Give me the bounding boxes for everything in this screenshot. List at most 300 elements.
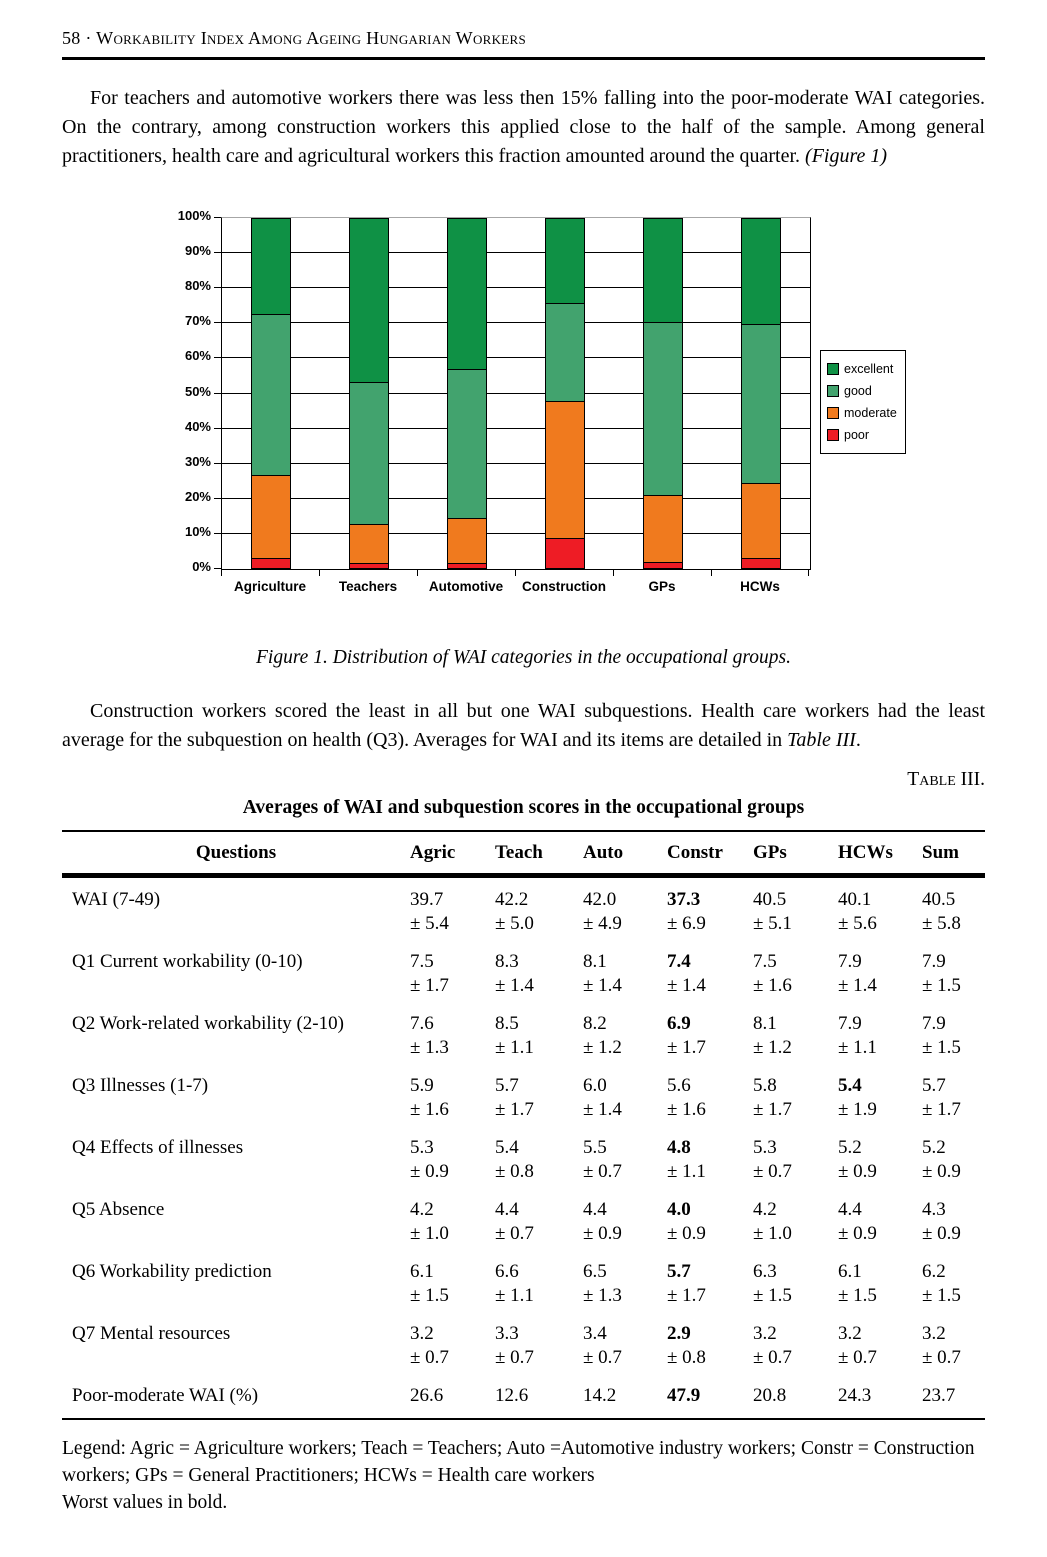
sd-value: ± 4.9 [583,913,622,934]
chart-segment-good [448,369,486,518]
value: 4.8 [667,1137,691,1158]
value-cell [583,878,667,940]
y-tick-mark [214,393,221,394]
y-tick-mark [214,463,221,464]
value-cell [495,940,583,1002]
sd-value: ± 1.6 [753,975,792,996]
chart-bar-gps [643,218,683,569]
legend-entry-excellent [827,358,899,380]
y-tick-mark [214,568,221,569]
table-header-row [62,832,985,878]
sd-value: ± 0.7 [495,1223,534,1244]
value-cell [667,1374,753,1412]
value: 40.5 [922,889,956,910]
col-header-hcws: HCWs [838,842,893,863]
col-header-questions: Questions [195,842,277,863]
gridline-70 [222,322,810,323]
chart-segment-poor [742,558,780,568]
value: 7.4 [667,951,691,972]
gridline-80 [222,287,810,288]
value: 5.6 [667,1075,691,1096]
value: 5.3 [410,1137,434,1158]
value-cell [753,1312,838,1374]
col-header-gps: GPs [753,842,787,863]
legend-swatch-good [827,385,839,397]
y-axis-label: 20% [184,488,211,504]
chart-segment-moderate [742,483,780,558]
value: 5.9 [410,1075,434,1096]
x-tick-mark [221,569,222,576]
value-cell [753,940,838,1002]
value: 5.7 [922,1075,946,1096]
col-header-auto: Auto [583,842,624,863]
value-cell [410,878,495,940]
sd-value: ± 1.6 [667,1099,706,1120]
value: 5.7 [667,1261,691,1282]
value: 2.9 [667,1323,691,1344]
value-cell [838,1374,922,1412]
sd-value: ± 1.4 [495,975,534,996]
chart-segment-good [350,382,388,524]
sd-value: ± 5.6 [838,913,877,934]
legend-swatch-poor [827,429,839,441]
y-axis-label: 10% [184,523,211,539]
body-text: Construction workers scored the least in all but one WAI subquestions. Health care workers had the least average for the subquestion on health (Q3). Averages for WAI and its items are detailed in [62,700,985,751]
sd-value: ± 0.9 [838,1161,877,1182]
x-tick-mark [515,569,516,576]
value: 7.9 [922,1013,946,1034]
sd-value: ± 1.0 [410,1223,449,1244]
y-axis-label: 100% [177,208,211,223]
value: 7.9 [922,951,946,972]
value: 3.4 [583,1323,607,1344]
value-cell [410,1374,495,1412]
value: 5.5 [583,1137,607,1158]
value: 42.2 [495,889,529,910]
category-label-agriculture: Agriculture [233,579,306,594]
value-cell [753,1126,838,1188]
legend-swatch-moderate [827,407,839,419]
chart-segment-moderate [546,401,584,538]
table-row [62,1188,985,1250]
y-tick-mark [214,533,221,534]
footnote-legend: Legend: Agric = Agriculture workers; Teach = Teachers; Auto =Automotive industry workers; Constr = Construction workers; GPs = General Practitioners; HCWs = Health care workers [62,1438,975,1486]
value-cell [753,878,838,940]
x-tick-mark [711,569,712,576]
sd-value: ± 1.1 [495,1285,534,1306]
table-label: Table III. [907,769,985,790]
table-row [62,940,985,1002]
y-tick-mark [214,322,221,323]
chart-segment-excellent [742,219,780,324]
value: 4.0 [667,1199,691,1220]
value-cell [753,1374,838,1412]
value: 3.2 [838,1323,862,1344]
value: 47.9 [667,1385,701,1406]
value: 5.4 [838,1075,862,1096]
x-tick-mark [613,569,614,576]
footnote-note: Worst values in bold. [62,1492,228,1513]
chart-bar-construction [545,218,585,569]
chart-segment-excellent [546,219,584,303]
col-header-constr: Constr [667,842,723,863]
sd-value: ± 1.1 [667,1161,706,1182]
chart-segment-excellent [252,219,290,314]
gridline-60 [222,357,810,358]
gridline-90 [222,252,810,253]
value: 6.0 [583,1075,607,1096]
y-axis-label: 80% [184,278,211,294]
value-cell [495,1312,583,1374]
value-cell [922,1064,985,1126]
sd-value: ± 5.8 [922,913,961,934]
sd-value: ± 1.9 [838,1099,877,1120]
sd-value: ± 0.9 [922,1223,961,1244]
value-cell [753,1064,838,1126]
chart-segment-moderate [252,475,290,557]
legend-label-excellent: excellent [844,362,894,376]
scores-table-body [62,878,985,1420]
question-cell: Poor-moderate WAI (%) [72,1385,259,1406]
value: 4.4 [583,1199,607,1220]
question-cell: Q2 Work-related workability (2-10) [72,1013,344,1034]
sd-value: ± 1.5 [410,1285,449,1306]
value: 37.3 [667,889,701,910]
question-cell: WAI (7-49) [72,889,161,910]
value-cell [583,1126,667,1188]
chart-legend [820,350,906,454]
chart-segment-excellent [448,219,486,369]
running-head-text: 58 · Workability Index Among Ageing Hungarian Workers [62,28,527,48]
sd-value: ± 0.7 [838,1347,877,1368]
table-row [62,1126,985,1188]
chart-segment-moderate [644,495,682,562]
value: 23.7 [922,1385,956,1406]
value: 8.1 [753,1013,777,1034]
value: 40.1 [838,889,872,910]
value: 20.8 [753,1385,787,1406]
legend-label-poor: poor [844,428,870,442]
chart-segment-excellent [350,219,388,382]
value-cell [583,1188,667,1250]
sd-value: ± 1.4 [583,1099,622,1120]
value: 8.1 [583,951,607,972]
legend-label-good: good [844,384,872,398]
sd-value: ± 1.4 [583,975,622,996]
value: 6.1 [838,1261,862,1282]
value: 39.7 [410,889,444,910]
y-tick-mark [214,428,221,429]
table-row [62,878,985,940]
value-cell [922,1188,985,1250]
value-cell [410,1064,495,1126]
chart-segment-poor [350,563,388,568]
sd-value: ± 0.9 [410,1161,449,1182]
table-row [62,1374,985,1412]
body-paragraph [62,697,985,755]
value-cell [838,1312,922,1374]
sd-value: ± 5.0 [495,913,534,934]
value: 6.9 [667,1013,691,1034]
legend-swatch-excellent [827,363,839,375]
sd-value: ± 1.2 [583,1037,622,1058]
value: 42.0 [583,889,617,910]
value-cell [922,1250,985,1312]
value: 24.3 [838,1385,872,1406]
question-cell: Q1 Current workability (0-10) [72,951,303,972]
table-row [62,1250,985,1312]
sd-value: ± 1.1 [838,1037,877,1058]
value: 12.6 [495,1385,529,1406]
x-tick-mark [808,569,809,576]
sd-value: ± 0.7 [495,1347,534,1368]
value-cell [410,1002,495,1064]
value: 26.6 [410,1385,444,1406]
chart-bar-hcws [741,218,781,569]
value: 6.2 [922,1261,946,1282]
value-cell [495,1064,583,1126]
chart-bar-automotive [447,218,487,569]
value-cell [753,1250,838,1312]
question-cell: Q6 Workability prediction [72,1261,272,1282]
value-cell [838,1188,922,1250]
value-cell [667,1188,753,1250]
table-footnotes [62,1435,985,1516]
question-cell: Q3 Illnesses (1-7) [72,1075,209,1096]
value: 7.6 [410,1013,434,1034]
category-label-gps: GPs [648,579,676,594]
chart-plot [221,217,811,570]
value-cell [410,1126,495,1188]
value: 4.3 [922,1199,946,1220]
sd-value: ± 5.4 [410,913,449,934]
chart-segment-poor [252,558,290,568]
value: 6.1 [410,1261,434,1282]
y-tick-mark [214,357,221,358]
value-cell [838,1064,922,1126]
y-axis-label: 30% [184,453,211,469]
value-cell [667,878,753,940]
x-tick-mark [319,569,320,576]
y-axis-label: 90% [184,243,211,259]
chart-bar-agriculture [251,218,291,569]
value: 5.4 [495,1137,519,1158]
table-title: Averages of WAI and subquestion scores in the occupational groups [242,797,805,818]
value-cell [410,1188,495,1250]
sd-value: ± 1.4 [667,975,706,996]
col-header-agric: Agric [410,842,456,863]
value-cell [753,1002,838,1064]
gridline-20 [222,498,810,499]
sd-value: ± 0.8 [495,1161,534,1182]
value-cell [838,1002,922,1064]
table-row [62,1064,985,1126]
value-cell [495,1002,583,1064]
table-reference: Table III [787,729,856,751]
sd-value: ± 0.9 [922,1161,961,1182]
value-cell [583,940,667,1002]
sd-value: ± 0.9 [667,1223,706,1244]
sd-value: ± 1.0 [753,1223,792,1244]
sd-value: ± 0.7 [583,1347,622,1368]
sd-value: ± 1.6 [410,1099,449,1120]
chart-segment-poor [546,538,584,568]
figure-caption: Figure 1. Distribution of WAI categories in the occupational groups. [255,647,791,668]
chart-segment-moderate [350,524,388,563]
value: 3.2 [410,1323,434,1344]
sd-value: ± 0.7 [410,1347,449,1368]
sd-value: ± 5.1 [753,913,792,934]
category-label-teachers: Teachers [338,579,398,594]
col-header-teach: Teach [495,842,543,863]
chart-segment-good [644,322,682,495]
chart-segment-moderate [448,518,486,563]
value-cell [495,878,583,940]
value: 3.3 [495,1323,519,1344]
sd-value: ± 1.7 [753,1099,792,1120]
sd-value: ± 0.9 [838,1223,877,1244]
value: 7.9 [838,1013,862,1034]
sd-value: ± 1.7 [495,1099,534,1120]
chart-bar-teachers [349,218,389,569]
value: 7.5 [410,951,434,972]
chart-segment-good [546,303,584,400]
value-cell [410,1250,495,1312]
value-cell [667,1064,753,1126]
sd-value: ± 1.2 [753,1037,792,1058]
sd-value: ± 0.8 [667,1347,706,1368]
value-cell [495,1126,583,1188]
value-cell [838,1126,922,1188]
table-row [62,1312,985,1374]
value-cell [583,1064,667,1126]
sd-value: ± 1.7 [667,1037,706,1058]
sd-value: ± 6.9 [667,913,706,934]
sd-value: ± 1.5 [922,975,961,996]
value-cell [838,1250,922,1312]
y-axis-label: 0% [192,559,211,574]
sd-value: ± 1.5 [753,1285,792,1306]
sd-value: ± 0.7 [922,1347,961,1368]
legend-entry-poor [827,424,899,446]
sd-value: ± 1.7 [410,975,449,996]
value: 8.5 [495,1013,519,1034]
question-cell: Q5 Absence [72,1199,165,1220]
value: 7.9 [838,951,862,972]
value-cell [922,940,985,1002]
table-row [62,1002,985,1064]
value: 6.3 [753,1261,777,1282]
value: 7.5 [753,951,777,972]
value-cell [583,1312,667,1374]
value: 5.2 [922,1137,946,1158]
value-cell [495,1188,583,1250]
question-cell: Q7 Mental resources [72,1323,231,1344]
scores-table [62,830,985,1420]
sd-value: ± 0.7 [583,1161,622,1182]
value-cell [495,1374,583,1412]
sd-value: ± 1.5 [838,1285,877,1306]
gridline-50 [222,393,810,394]
intro-text: For teachers and automotive workers there was less then 15% falling into the poor-moderate WAI categories. On the contrary, among construction workers this applied close to the half of the sample. Among general practitioners, health care and agricultural workers this fraction amounted around the quarter. [62,87,985,167]
value-cell [922,1126,985,1188]
value-cell [410,940,495,1002]
value-cell [667,1002,753,1064]
value-cell [583,1250,667,1312]
value: 8.2 [583,1013,607,1034]
value-cell [753,1188,838,1250]
intro-paragraph [62,84,985,171]
value: 5.2 [838,1137,862,1158]
y-axis-label: 50% [184,383,211,399]
value-cell [922,878,985,940]
chart-segment-poor [448,563,486,568]
x-tick-mark [417,569,418,576]
y-tick-mark [214,498,221,499]
value: 6.6 [495,1261,519,1282]
category-label-construction: Construction [522,579,606,594]
value: 6.5 [583,1261,607,1282]
value-cell [667,1312,753,1374]
y-axis-label: 60% [184,348,211,364]
chart-segment-good [252,314,290,476]
value-cell [495,1250,583,1312]
legend-entry-good [827,380,899,402]
y-axis-label: 70% [184,313,211,329]
category-label-automotive: Automotive [428,579,504,594]
value: 8.3 [495,951,519,972]
value-cell [583,1002,667,1064]
value: 40.5 [753,889,787,910]
body-text-end: . [855,729,861,751]
value: 3.2 [753,1323,777,1344]
figure-reference: (Figure 1) [805,145,888,167]
value: 5.8 [753,1075,777,1096]
value-cell [667,1250,753,1312]
y-tick-mark [214,217,221,218]
value: 4.4 [838,1199,862,1220]
sd-value: ± 1.5 [922,1285,961,1306]
value: 4.4 [495,1199,519,1220]
value: 4.2 [753,1199,777,1220]
category-label-hcws: HCWs [740,579,780,594]
value: 5.3 [753,1137,777,1158]
sd-value: ± 1.7 [922,1099,961,1120]
sd-value: ± 1.4 [838,975,877,996]
legend-entry-moderate [827,402,899,424]
value-cell [922,1312,985,1374]
sd-value: ± 0.7 [753,1347,792,1368]
value-cell [667,1126,753,1188]
y-tick-mark [214,287,221,288]
sd-value: ± 0.7 [753,1161,792,1182]
sd-value: ± 1.5 [922,1037,961,1058]
value: 4.2 [410,1199,434,1220]
gridline-30 [222,463,810,464]
col-header-sum: Sum [922,842,959,863]
value: 5.7 [495,1075,519,1096]
y-tick-mark [214,252,221,253]
value-cell [583,1374,667,1412]
value: 3.2 [922,1323,946,1344]
value-cell [667,940,753,1002]
value-cell [922,1374,985,1412]
chart-segment-good [742,324,780,483]
figure-1-chart [62,195,985,620]
running-head [62,28,985,60]
sd-value: ± 1.7 [667,1285,706,1306]
sd-value: ± 0.9 [583,1223,622,1244]
